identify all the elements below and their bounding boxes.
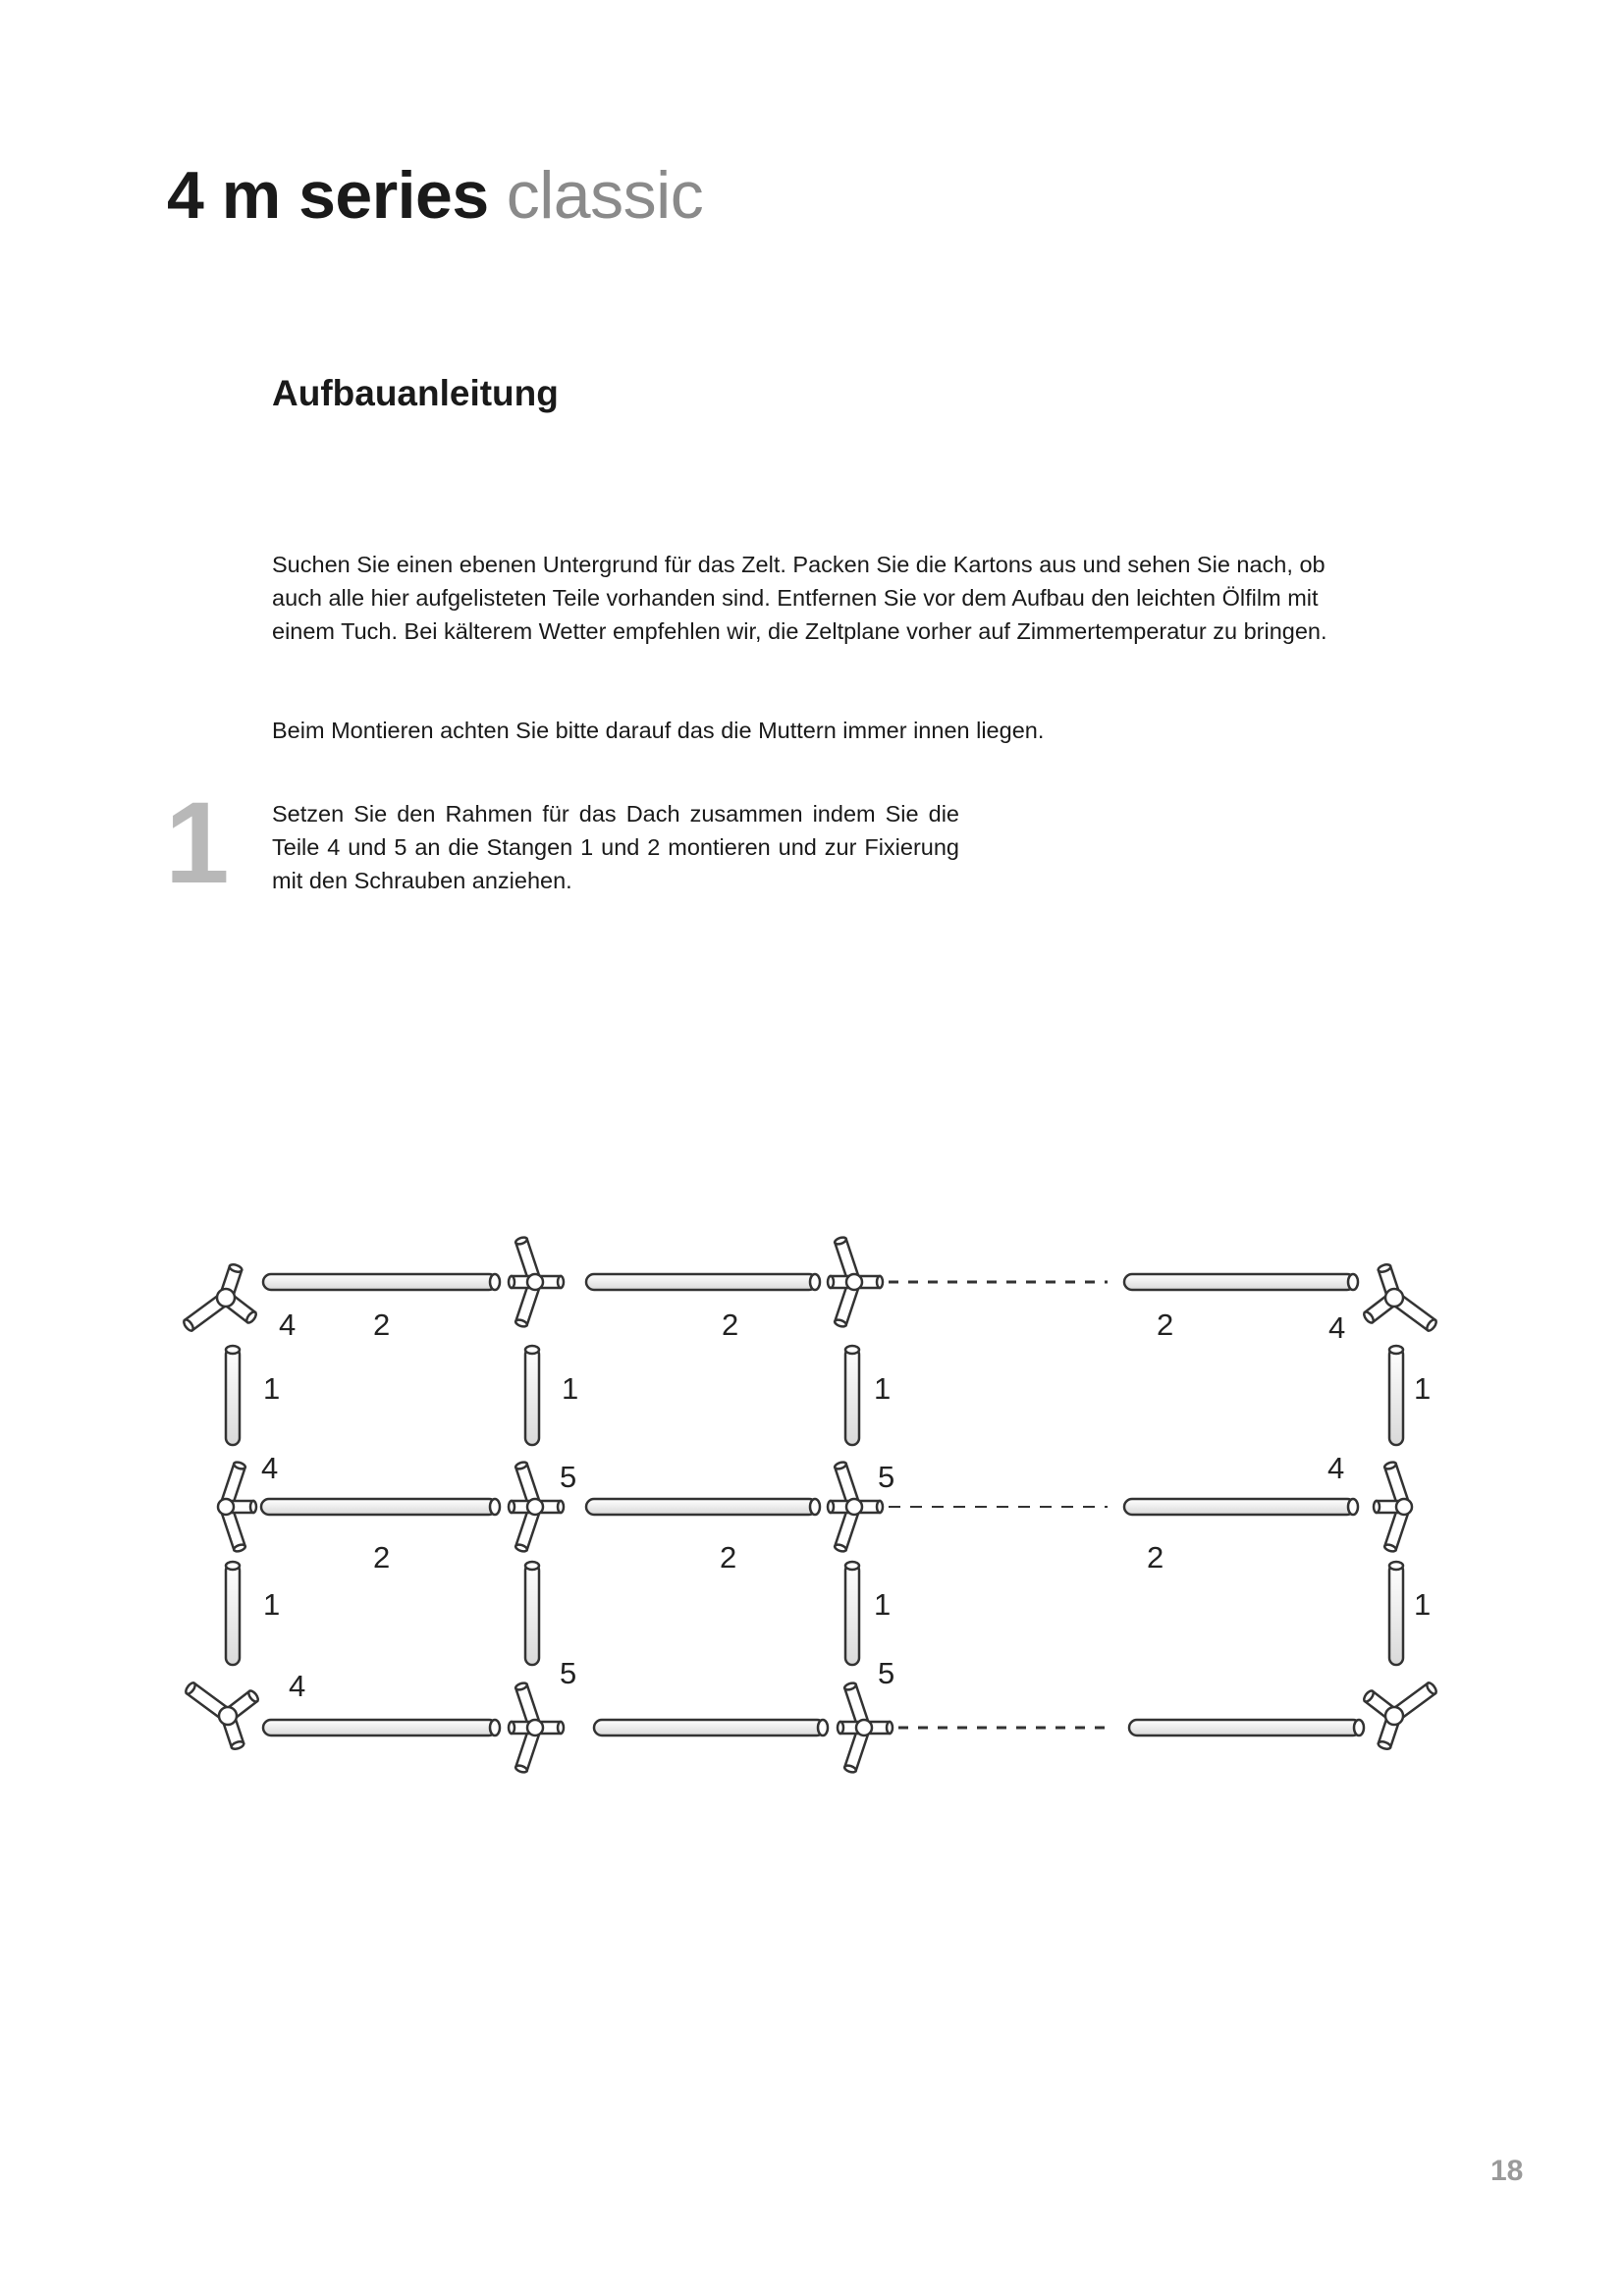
roof-rod — [1124, 1499, 1358, 1515]
part-label: 2 — [722, 1308, 739, 1342]
page-number: 18 — [1490, 2155, 1524, 2187]
roof-rod — [586, 1274, 820, 1290]
part-label: 5 — [560, 1460, 577, 1494]
upright-rod — [1389, 1346, 1403, 1445]
ridge-connector — [828, 1236, 883, 1327]
upright-rod — [226, 1346, 240, 1445]
upright-rod — [226, 1562, 240, 1665]
part-label: 1 — [1414, 1587, 1432, 1622]
part-label: 4 — [289, 1669, 306, 1703]
part-label: 5 — [878, 1460, 895, 1494]
part-label: 4 — [279, 1308, 297, 1342]
step-number: 1 — [165, 778, 230, 908]
part-label: 2 — [1147, 1540, 1164, 1575]
corner-connector — [185, 1682, 260, 1750]
part-label: 1 — [562, 1371, 579, 1406]
corner-connector — [1362, 1682, 1437, 1750]
roof-rod — [586, 1499, 820, 1515]
part-label: 4 — [1328, 1310, 1346, 1345]
upright-rod — [525, 1346, 539, 1445]
part-label: 1 — [263, 1371, 281, 1406]
part-label: 2 — [373, 1308, 391, 1342]
ridge-connector — [509, 1236, 564, 1327]
part-label: 4 — [1327, 1451, 1345, 1485]
ridge-connector — [509, 1682, 564, 1773]
part-label: 1 — [874, 1587, 892, 1622]
roof-rod — [1129, 1720, 1364, 1735]
roof-rod — [263, 1720, 500, 1735]
section-heading: Aufbauanleitung — [272, 373, 559, 413]
part-label: 1 — [874, 1371, 892, 1406]
corner-connector — [1362, 1263, 1437, 1332]
side-connector — [218, 1461, 256, 1552]
part-label: 5 — [878, 1656, 895, 1690]
ridge-connector — [838, 1682, 893, 1773]
upright-rod — [1389, 1562, 1403, 1665]
ridge-connector — [828, 1461, 883, 1552]
part-label: 5 — [560, 1656, 577, 1690]
part-label: 2 — [373, 1540, 391, 1575]
roof-rod — [1124, 1274, 1358, 1290]
roof-rod — [594, 1720, 828, 1735]
ridge-connector — [509, 1461, 564, 1552]
title-main: 4 m series — [167, 158, 489, 233]
roof-rod — [263, 1274, 500, 1290]
upright-rod — [845, 1346, 859, 1445]
part-label: 2 — [720, 1540, 737, 1575]
part-label: 1 — [263, 1587, 281, 1622]
title-sub: classic — [506, 158, 704, 233]
part-label: 2 — [1157, 1308, 1174, 1342]
corner-connector — [183, 1263, 258, 1332]
side-connector — [1374, 1461, 1412, 1552]
intro-paragraph-2: Beim Montieren achten Sie bitte darauf das die Muttern immer innen liegen. — [272, 718, 1045, 743]
intro-paragraph-1: Suchen Sie einen ebenen Untergrund für das Zelt. Packen Sie die Kartons aus und sehen Sie nach, ob auch alle hier aufgelisteten Teile vorhanden sind. Entfernen Sie vor dem Aufbau den leichten Ölfilm mit einem Tuch. Bei kälterem Wetter empfehlen wir, die Zeltplane vorher auf Zimmertemperatur zu bringen. — [272, 552, 1327, 644]
upright-rod — [845, 1562, 859, 1665]
part-label: 4 — [261, 1451, 279, 1485]
part-label: 1 — [1414, 1371, 1432, 1406]
upright-rod — [525, 1562, 539, 1665]
roof-rod — [261, 1499, 500, 1515]
step-instruction: Setzen Sie den Rahmen für das Dach zusammen indem Sie die Teile 4 und 5 an die Stangen 1 und 2 montieren und zur Fixierung mit den Schrauben anziehen. — [272, 801, 959, 893]
